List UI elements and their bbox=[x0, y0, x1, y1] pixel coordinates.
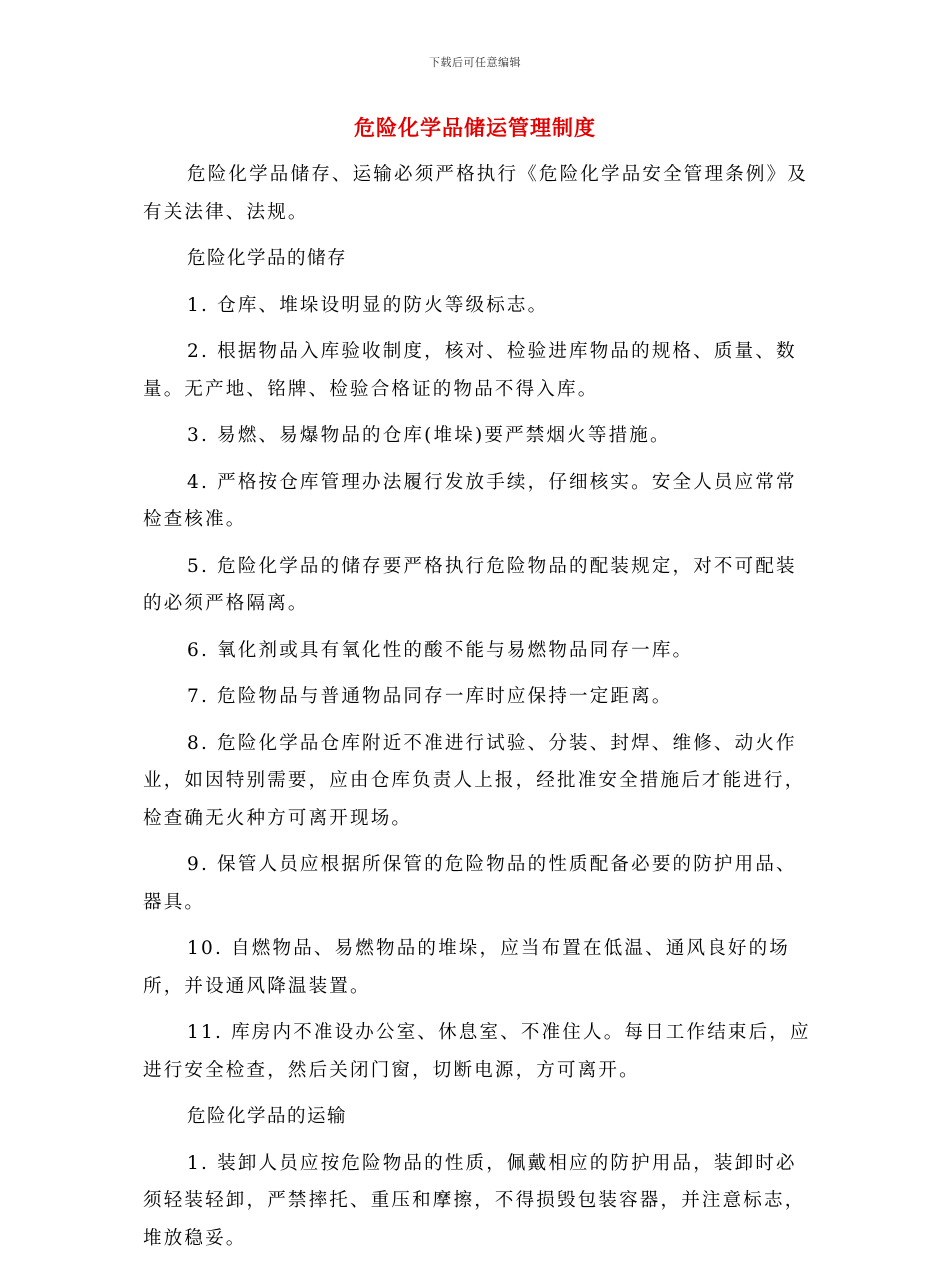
storage-item-11: 11. 库房内不准设办公室、休息室、不准住人。每日工作结束后，应进行安全检查，然后关闭门窗，切断电源，方可离开。 bbox=[143, 1022, 811, 1081]
storage-item-5: 5. 危险化学品的储存要严格执行危险物品的配装规定，对不可配装的必须严格隔离。 bbox=[143, 555, 797, 614]
document-title: 危险化学品储运管理制度 bbox=[354, 115, 596, 140]
transport-item-1: 1. 装卸人员应按危险物品的性质，佩戴相应的防护用品，装卸时必须轻装轻卸，严禁摔托、重压和摩擦，不得损毁包装容器，并注意标志，堆放稳妥。 bbox=[143, 1152, 806, 1249]
storage-item-2: 2. 根据物品入库验收制度，核对、检验进库物品的规格、质量、数量。无产地、铭牌、检验合格证的物品不得入库。 bbox=[143, 341, 797, 400]
storage-item-4: 4. 严格按仓库管理办法履行发放手续，仔细核实。安全人员应常常检查核准。 bbox=[143, 471, 797, 530]
storage-item-8: 8. 危险化学品仓库附近不准进行试验、分装、封焊、维修、动火作业，如因特别需要，应由仓库负责人上报，经批准安全措施后才能进行，检查确无火种方可离开现场。 bbox=[143, 732, 806, 829]
storage-item-7: 7. 危险物品与普通物品同存一库时应保持一定距离。 bbox=[187, 686, 673, 707]
document-body bbox=[143, 156, 815, 1266]
storage-item-10: 10. 自燃物品、易燃物品的堆垛，应当布置在低温、通风良好的场所，并设通风降温装置。 bbox=[143, 938, 791, 997]
section-heading-storage: 危险化学品的储存 bbox=[187, 248, 348, 269]
section-heading-transport: 危险化学品的运输 bbox=[187, 1106, 348, 1127]
storage-item-9: 9. 保管人员应根据所保管的危险物品的性质配备必要的防护用品、器具。 bbox=[143, 854, 797, 913]
storage-item-6: 6. 氧化剂或具有氧化性的酸不能与易燃物品同存一库。 bbox=[187, 639, 694, 661]
intro-paragraph: 危险化学品储存、运输必须严格执行《危险化学品安全管理条例》及有关法律、法规。 bbox=[143, 164, 809, 223]
storage-item-1: 1. 仓库、堆垛设明显的防火等级标志。 bbox=[187, 294, 549, 316]
storage-item-3: 3. 易燃、易爆物品的仓库(堆垛)要严禁烟火等措施。 bbox=[187, 425, 671, 446]
page-header-note: 下载后可任意编辑 bbox=[429, 56, 521, 69]
